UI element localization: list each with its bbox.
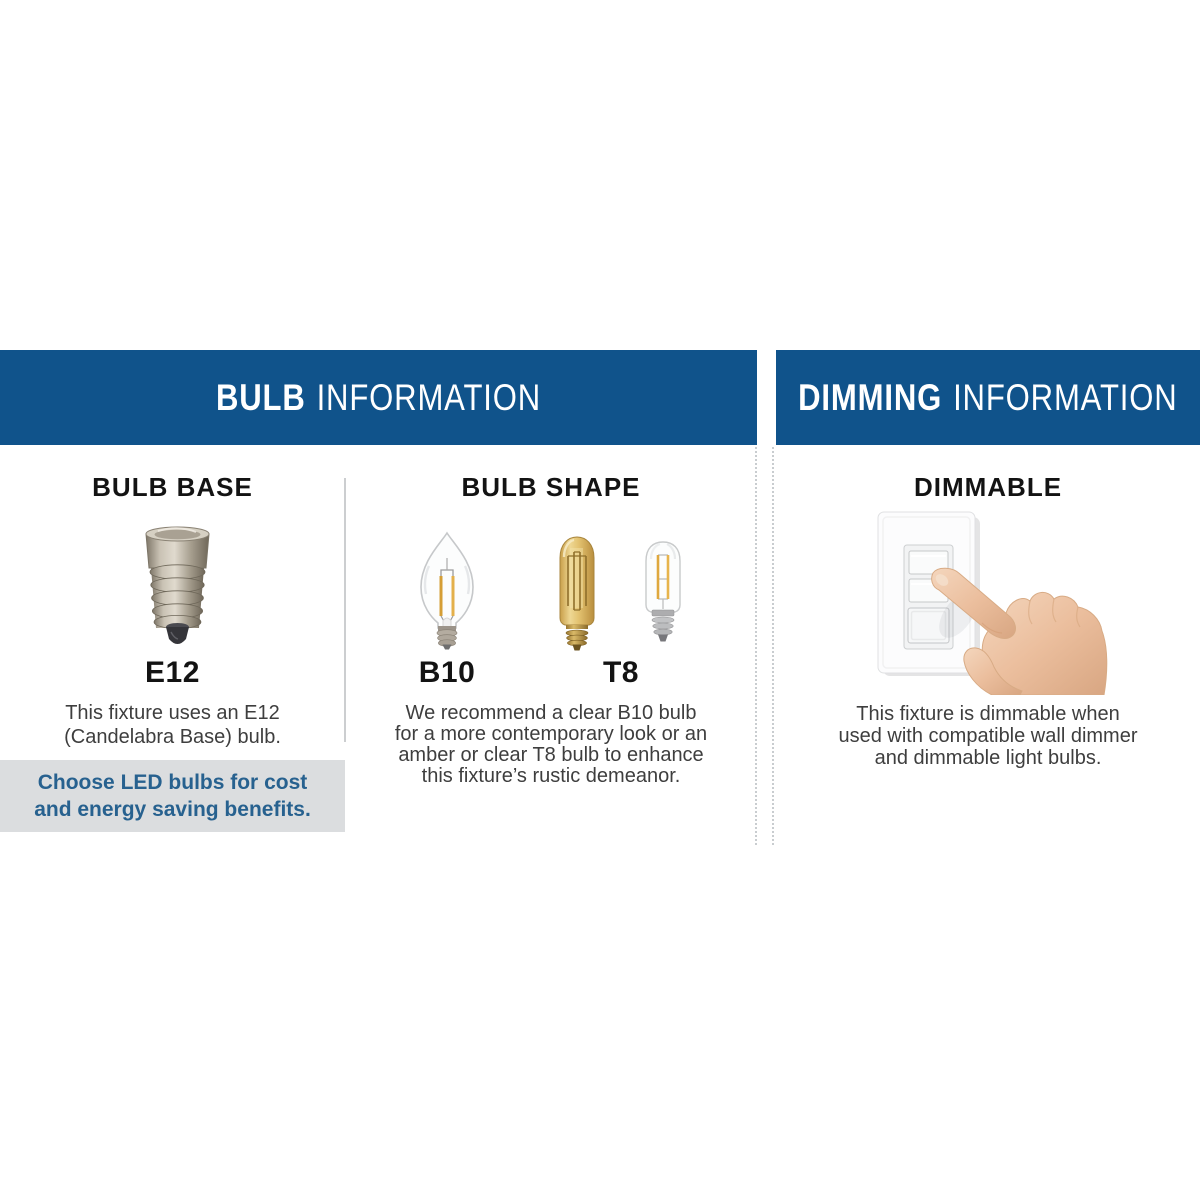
column-divider — [344, 478, 346, 742]
bulb-shape-description-line: for a more contemporary look or an — [394, 723, 708, 745]
dimmable-description-line: used with compatible wall dimmer — [838, 725, 1138, 747]
bulb-base-description-line: (Candelabra Base) bulb. — [64, 726, 281, 748]
bulb-base-heading: BULB BASE — [92, 472, 253, 502]
led-tip-line: and energy saving benefits. — [34, 798, 311, 821]
bulb-information-header-bar — [0, 350, 757, 445]
bulb-title-regular: INFORMATION — [316, 376, 542, 418]
dimmable-heading: DIMMABLE — [913, 472, 1063, 502]
dimming-title-bold: DIMMING — [798, 376, 943, 418]
bulb-information-title — [216, 377, 541, 419]
b10-bulb-image — [412, 530, 482, 650]
dimmable-description-line: This fixture is dimmable when — [856, 703, 1120, 725]
bulb-base-description — [7, 701, 338, 749]
e12-label: E12 — [145, 656, 200, 689]
bulb-base-description-line: This fixture uses an E12 — [65, 702, 280, 724]
t8-label: T8 — [602, 656, 639, 689]
bulb-shape-heading: BULB SHAPE — [461, 472, 641, 502]
led-tip-box — [0, 760, 345, 832]
dimming-information-title — [798, 377, 1177, 419]
bulb-shape-description-line: amber or clear T8 bulb to enhance — [398, 744, 704, 766]
dimmable-description-line: and dimmable light bulbs. — [874, 747, 1102, 769]
b10-label: B10 — [418, 656, 476, 689]
e12-base-image — [130, 522, 225, 652]
dimming-title-regular: INFORMATION — [953, 376, 1178, 418]
dimmable-description — [800, 703, 1176, 769]
bulb-title-bold: BULB — [215, 376, 306, 418]
bulb-shape-description-line: We recommend a clear B10 bulb — [405, 702, 697, 724]
dimmer-switch-hand-image — [870, 505, 1110, 695]
dimming-information-header-bar — [776, 350, 1200, 445]
led-tip-line: Choose LED bulbs for cost — [37, 771, 308, 794]
bulb-shape-description — [351, 703, 751, 787]
section-divider-left — [755, 447, 757, 845]
section-divider-right — [772, 447, 774, 845]
t8-amber-bulb-image — [553, 534, 601, 653]
t8-clear-bulb-image — [640, 539, 686, 651]
bulb-shape-description-line: this fixture’s rustic demeanor. — [421, 765, 681, 787]
